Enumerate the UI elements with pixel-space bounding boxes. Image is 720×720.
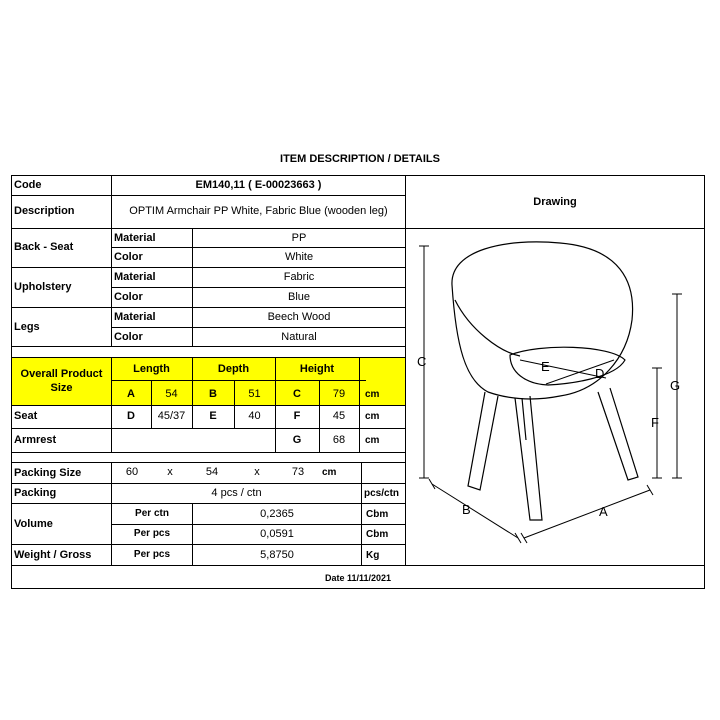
chair-leg-back-left (522, 398, 526, 440)
dim-e-key: E (209, 410, 217, 422)
depth-header: Depth (217, 363, 250, 375)
row-line (11, 428, 406, 429)
row-line (111, 287, 406, 288)
dim-d-value: 45/37 (157, 410, 186, 422)
packing-value: 4 pcs / ctn (211, 487, 262, 499)
upholstery-color-label: Color (114, 291, 143, 303)
volume-unit-ctn: Cbm (366, 509, 389, 520)
volume-unit-pcs: Cbm (366, 529, 389, 540)
back-seat-material: PP (291, 232, 307, 244)
packing-size-height: 73 (291, 466, 305, 478)
dim-line-a (524, 490, 650, 538)
row-line (11, 452, 406, 453)
dim-line-b (432, 484, 518, 538)
drawing-title: Drawing (533, 196, 577, 208)
row-line (11, 503, 406, 504)
date: Date 11/11/2021 (324, 573, 392, 583)
row-line (11, 544, 406, 545)
back-seat-label: Back - Seat (14, 241, 74, 253)
packing-size-label: Packing Size (14, 467, 82, 479)
label-f: F (651, 415, 659, 430)
chair-leg-front-right (515, 396, 542, 520)
overall-unit: cm (365, 389, 380, 400)
row-line (11, 195, 406, 196)
dim-c-key: C (293, 388, 301, 400)
dim-g-value: 68 (332, 434, 346, 446)
weight-value: 5,8750 (260, 549, 294, 561)
legs-material-label: Material (114, 311, 156, 323)
chair-seat (510, 347, 625, 385)
label-a: A (599, 504, 608, 519)
row-line (111, 327, 406, 328)
volume-per-pcs: 0,0591 (260, 528, 294, 540)
back-seat-color-label: Color (114, 251, 143, 263)
row-line (11, 267, 406, 268)
col-line (359, 357, 360, 452)
weight-per-label: Per pcs (133, 549, 171, 560)
armrest-label: Armrest (14, 434, 57, 446)
packing-size-x2: x (254, 466, 260, 478)
legs-label: Legs (14, 321, 40, 333)
packing-size-unit: cm (322, 467, 337, 478)
overall-label-line1: Overall Product (20, 368, 103, 380)
dim-a-key: A (127, 388, 135, 400)
dim-f-value: 45 (332, 410, 346, 422)
code-value: EM140,11 ( E-00023663 ) (195, 179, 322, 191)
label-d: D (595, 366, 605, 381)
label-g: G (670, 378, 681, 393)
chair-leg-front-left (468, 392, 498, 490)
volume-label: Volume (14, 518, 53, 530)
row-line (11, 462, 406, 463)
legs-color: Natural (281, 331, 317, 343)
dim-b-key: B (209, 388, 217, 400)
row-line (11, 405, 406, 406)
row-line (111, 247, 406, 248)
col-line (192, 228, 193, 346)
col-line (361, 462, 362, 565)
dim-d-key: D (127, 410, 135, 422)
legs-color-label: Color (114, 331, 143, 343)
description-value: OPTIM Armchair PP White, Fabric Blue (wooden leg) (129, 205, 388, 217)
dim-a-value: 54 (165, 388, 178, 400)
chair-shell (452, 242, 633, 399)
label-c: C (417, 354, 427, 369)
packing-size-x1: x (167, 466, 173, 478)
row-line (11, 307, 406, 308)
dim-b-value: 51 (248, 388, 261, 400)
seat-label: Seat (14, 410, 38, 422)
weight-label: Weight / Gross (14, 549, 92, 561)
armrest-unit: cm (365, 435, 380, 446)
overall-label-line2: Size (50, 382, 73, 394)
legs-material: Beech Wood (267, 311, 331, 323)
code-label: Code (14, 179, 42, 191)
dim-e-value: 40 (248, 410, 261, 422)
back-seat-color: White (284, 251, 314, 263)
volume-per-pcs-label: Per pcs (133, 528, 171, 539)
label-b: B (462, 502, 471, 517)
packing-label: Packing (14, 487, 57, 499)
upholstery-material: Fabric (283, 271, 315, 283)
packing-unit: pcs/ctn (364, 488, 400, 499)
upholstery-label: Upholstery (14, 281, 72, 293)
row-line (11, 565, 705, 566)
col-line (111, 175, 112, 346)
dim-g-key: G (292, 434, 302, 446)
dim-line-e (520, 360, 606, 378)
label-e: E (541, 359, 550, 374)
height-header: Height (299, 363, 335, 375)
packing-size-width: 54 (205, 466, 219, 478)
dim-f-key: F (293, 410, 301, 422)
dim-c-value: 79 (332, 388, 346, 400)
weight-unit: Kg (366, 550, 380, 561)
chair-leg-back-right (598, 388, 638, 480)
seat-unit: cm (365, 411, 380, 422)
row-line (111, 380, 366, 381)
back-seat-material-label: Material (114, 232, 156, 244)
upholstery-material-label: Material (114, 271, 156, 283)
packing-size-length: 60 (125, 466, 139, 478)
row-line (11, 483, 406, 484)
volume-per-ctn: 0,2365 (260, 508, 294, 520)
description-label: Description (14, 205, 75, 217)
length-header: Length (133, 363, 170, 375)
page-title: ITEM DESCRIPTION / DETAILS (280, 153, 440, 165)
volume-per-ctn-label: Per ctn (135, 508, 169, 519)
row-line (11, 346, 406, 347)
chair-shell-inner (455, 300, 520, 356)
chair-drawing (406, 229, 704, 564)
row-line (11, 357, 406, 358)
upholstery-color: Blue (287, 291, 311, 303)
